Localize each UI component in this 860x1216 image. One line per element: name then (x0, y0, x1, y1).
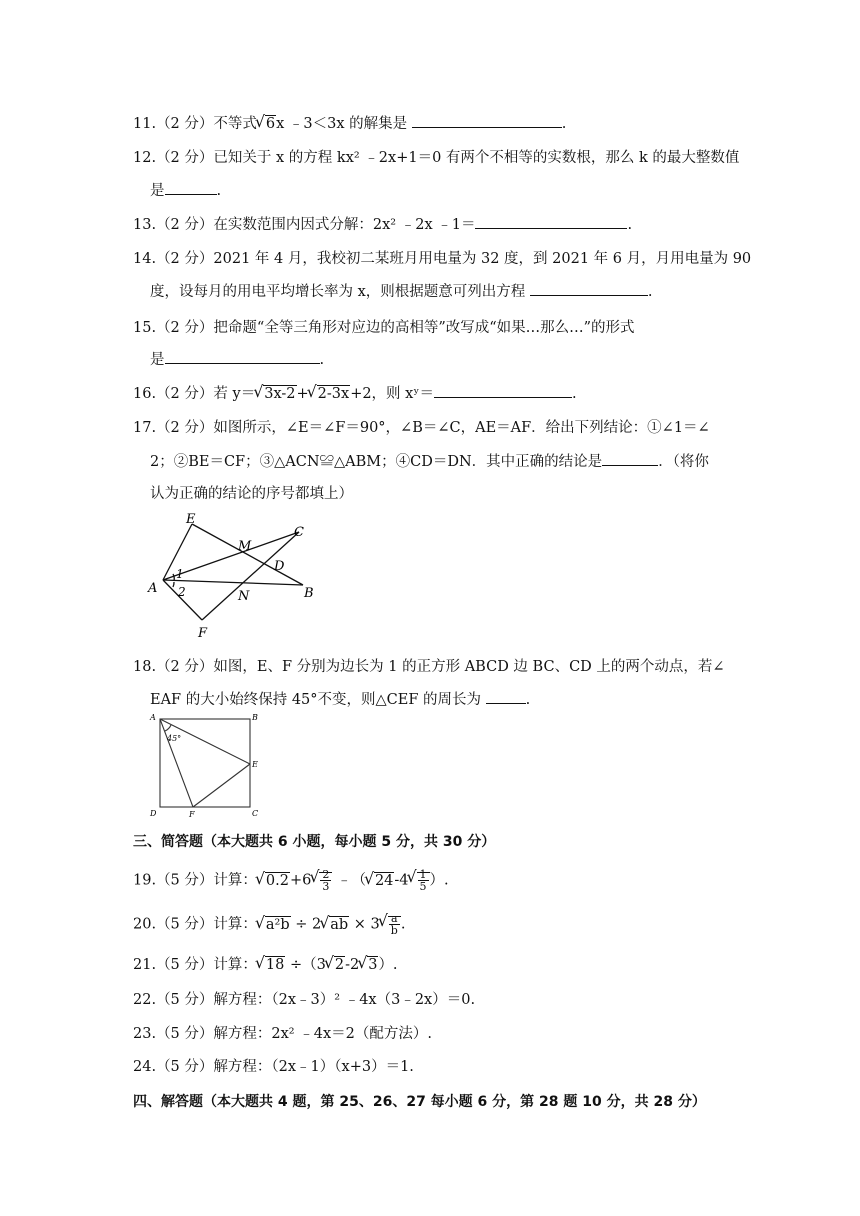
radicand: 2-3x (317, 386, 350, 402)
question-text: 计算： (213, 872, 257, 889)
question-number: 21. (133, 957, 157, 973)
label-M: M (238, 539, 252, 554)
label-E: E (186, 512, 196, 527)
answer-blank[interactable] (165, 180, 217, 195)
sqrt-expression (309, 384, 351, 404)
question-text: ．（将你 (658, 454, 709, 470)
radicand: 3x-2 (264, 386, 296, 402)
question-14 (133, 249, 751, 269)
question-score: （2 分） (156, 386, 214, 402)
figure-17-diagram (140, 510, 330, 645)
question-text: 是 (150, 352, 165, 368)
radicand: a²b (265, 916, 290, 933)
question-text: +2，则 xʸ＝ (350, 386, 434, 402)
question-score: （2 分） (156, 116, 214, 132)
question-number: 15. (133, 320, 157, 336)
question-number: 12. (133, 150, 157, 166)
radicand: 3 (368, 957, 378, 973)
question-text: 计算： (213, 916, 257, 933)
sqrt-expression (321, 915, 349, 935)
question-text: 认为正确的结论的序号都填上） (150, 486, 353, 502)
section-4-heading: 四、解答题（本大题共 4 题，第 25、26、27 每小题 6 分，第 28 题 10 分，共 28 分） (133, 1094, 706, 1110)
question-19 (133, 869, 449, 892)
label-angle-1: 1 (176, 567, 184, 581)
label-N: N (238, 589, 250, 604)
label-D: D (150, 809, 157, 818)
period: . (525, 692, 531, 708)
question-score: （5 分） (156, 957, 214, 973)
label-B: B (252, 713, 258, 722)
label-D: D (274, 559, 285, 574)
question-text: 在实数范围内因式分解：2x² ﹣2x ﹣1＝ (213, 217, 476, 233)
sqrt-expression (257, 915, 291, 935)
question-text: 如图，E、F 分别为边长为 1 的正方形 ABCD 边 BC、CD 上的两个动点，若∠ (213, 659, 725, 675)
question-number: 22. (133, 992, 157, 1008)
question-number: 17. (133, 420, 157, 436)
question-text: 已知关于 x 的方程 kx² ﹣2x+1＝0 有两个不相等的实数根，那么 k 的最大整数值 (213, 150, 740, 166)
period: ）. (378, 957, 398, 973)
question-24 (133, 1057, 414, 1077)
label-C: C (252, 809, 259, 818)
label-E: E (252, 760, 258, 769)
period: . (572, 386, 577, 402)
period: . (627, 217, 633, 233)
radicand: 0.2 (265, 872, 289, 889)
question-number: 13. (133, 217, 157, 233)
sqrt-fraction (409, 869, 430, 892)
question-text: 2；②BE＝CF；③△ACN≌△ABM；④CD＝DN．其中正确的结论是 (150, 454, 603, 470)
answer-blank[interactable] (475, 214, 627, 229)
question-text: 解方程：（2x﹣1）（x+3）＝1. (213, 1059, 414, 1075)
label-A: A (150, 713, 156, 722)
section-3-heading: 三、简答题（本大题共 6 小题，每小题 5 分，共 30 分） (133, 834, 496, 850)
radicand: ab (330, 916, 349, 933)
sqrt-expression (366, 871, 394, 891)
question-22 (133, 990, 475, 1010)
sqrt-fraction (380, 913, 401, 936)
question-score: （2 分） (156, 251, 214, 267)
question-20 (133, 913, 405, 936)
period: . (319, 352, 325, 368)
period: . (400, 916, 406, 933)
question-score: （2 分） (156, 217, 214, 233)
angle-label: 45° (167, 734, 182, 743)
question-score: （5 分） (156, 916, 214, 933)
question-23 (133, 1024, 432, 1044)
sqrt-expression (257, 871, 290, 891)
numerator: √ a (389, 913, 400, 925)
denominator: 3 (322, 880, 330, 893)
question-number: 19. (133, 872, 157, 889)
period: . (561, 116, 567, 132)
question-14-continued (150, 281, 653, 302)
question-text: 解方程：2x² ﹣4x＝2（配方法）. (213, 1026, 432, 1042)
question-text: 2021 年 4 月，我校初二某班月用电量为 32 度，到 2021 年 6 月，月用电量为 90 (213, 251, 752, 267)
sqrt-expression (257, 114, 276, 134)
radicand: 18 (265, 957, 285, 973)
label-angle-2: 2 (178, 585, 186, 599)
answer-blank[interactable] (412, 113, 562, 128)
answer-blank[interactable] (434, 383, 572, 398)
question-12-continued (150, 180, 221, 201)
operator: +6 (289, 872, 312, 889)
radicand: 6 (265, 116, 276, 132)
operator: ÷ 2 (290, 916, 322, 933)
sqrt-expression (326, 955, 345, 975)
operator: -4 (394, 872, 409, 889)
label-B: B (304, 586, 314, 601)
operator: + (296, 386, 309, 402)
question-score: （5 分） (156, 1026, 214, 1042)
question-number: 14. (133, 251, 157, 267)
answer-blank[interactable] (486, 689, 526, 704)
question-11 (133, 113, 566, 134)
question-18 (133, 657, 725, 677)
operator: -2 (345, 957, 360, 973)
question-text: 不等式 (213, 116, 257, 132)
question-text: 如图所示，∠E＝∠F＝90°，∠B＝∠C，AE＝AF．给出下列结论：①∠1＝∠ (213, 420, 710, 436)
operator: ÷（3 (285, 957, 326, 973)
numerator: √ 1 (419, 868, 427, 881)
question-13 (133, 214, 632, 235)
question-score: （2 分） (156, 320, 214, 336)
label-F: F (198, 626, 208, 641)
question-number: 23. (133, 1026, 157, 1042)
question-number: 20. (133, 916, 157, 933)
question-number: 24. (133, 1059, 157, 1075)
question-21 (133, 955, 398, 975)
sqrt-fraction (311, 869, 332, 892)
question-text: 是 (150, 183, 165, 199)
numerator: √ 2 (322, 868, 330, 881)
sqrt-expression (257, 955, 285, 975)
question-17-continued-2 (150, 484, 353, 504)
question-text: EAF 的大小始终保持 45°不变，则△CEF 的周长为 (150, 692, 482, 708)
question-text: 度，设每月的用电平均增长率为 x，则根据题意可列出方程 (150, 284, 526, 300)
label-C: C (294, 525, 304, 540)
question-text: 若 y＝ (213, 386, 256, 402)
question-text: 计算： (213, 957, 257, 973)
answer-blank[interactable] (165, 349, 320, 364)
answer-blank[interactable] (530, 281, 648, 296)
question-15 (133, 318, 635, 338)
question-number: 11. (133, 116, 157, 132)
radicand: 2 (334, 957, 345, 973)
question-18-continued (150, 689, 530, 710)
denominator: 5 (419, 880, 427, 893)
question-text: 把命题“全等三角形对应边的高相等”改写成“如果…那么…”的形式 (213, 320, 635, 336)
question-score: （2 分） (156, 420, 214, 436)
figure-18-diagram (145, 712, 265, 822)
operator: ﹣（ (332, 872, 366, 889)
period: . (647, 284, 653, 300)
operator: × 3 (349, 916, 380, 933)
question-score: （5 分） (156, 872, 214, 889)
question-12 (133, 148, 739, 168)
question-16 (133, 383, 577, 404)
label-A: A (148, 581, 158, 596)
question-number: 16. (133, 386, 157, 402)
sqrt-expression (255, 384, 296, 404)
question-text: x ﹣3＜3x 的解集是 (276, 116, 408, 132)
label-F: F (189, 810, 195, 819)
question-text: 解方程：（2x﹣3）² ﹣4x（3﹣2x）＝0. (213, 992, 476, 1008)
question-score: （5 分） (156, 992, 214, 1008)
question-17 (133, 418, 710, 438)
sqrt-expression (359, 955, 378, 975)
question-score: （2 分） (156, 150, 214, 166)
period: . (216, 183, 222, 199)
question-score: （2 分） (156, 659, 214, 675)
denominator: b (390, 924, 398, 937)
question-17-continued (150, 451, 709, 472)
radicand: 24 (374, 872, 394, 889)
answer-blank[interactable] (602, 451, 658, 466)
question-score: （5 分） (156, 1059, 214, 1075)
question-number: 18. (133, 659, 157, 675)
period: ）. (429, 872, 449, 889)
question-15-continued (150, 349, 324, 370)
